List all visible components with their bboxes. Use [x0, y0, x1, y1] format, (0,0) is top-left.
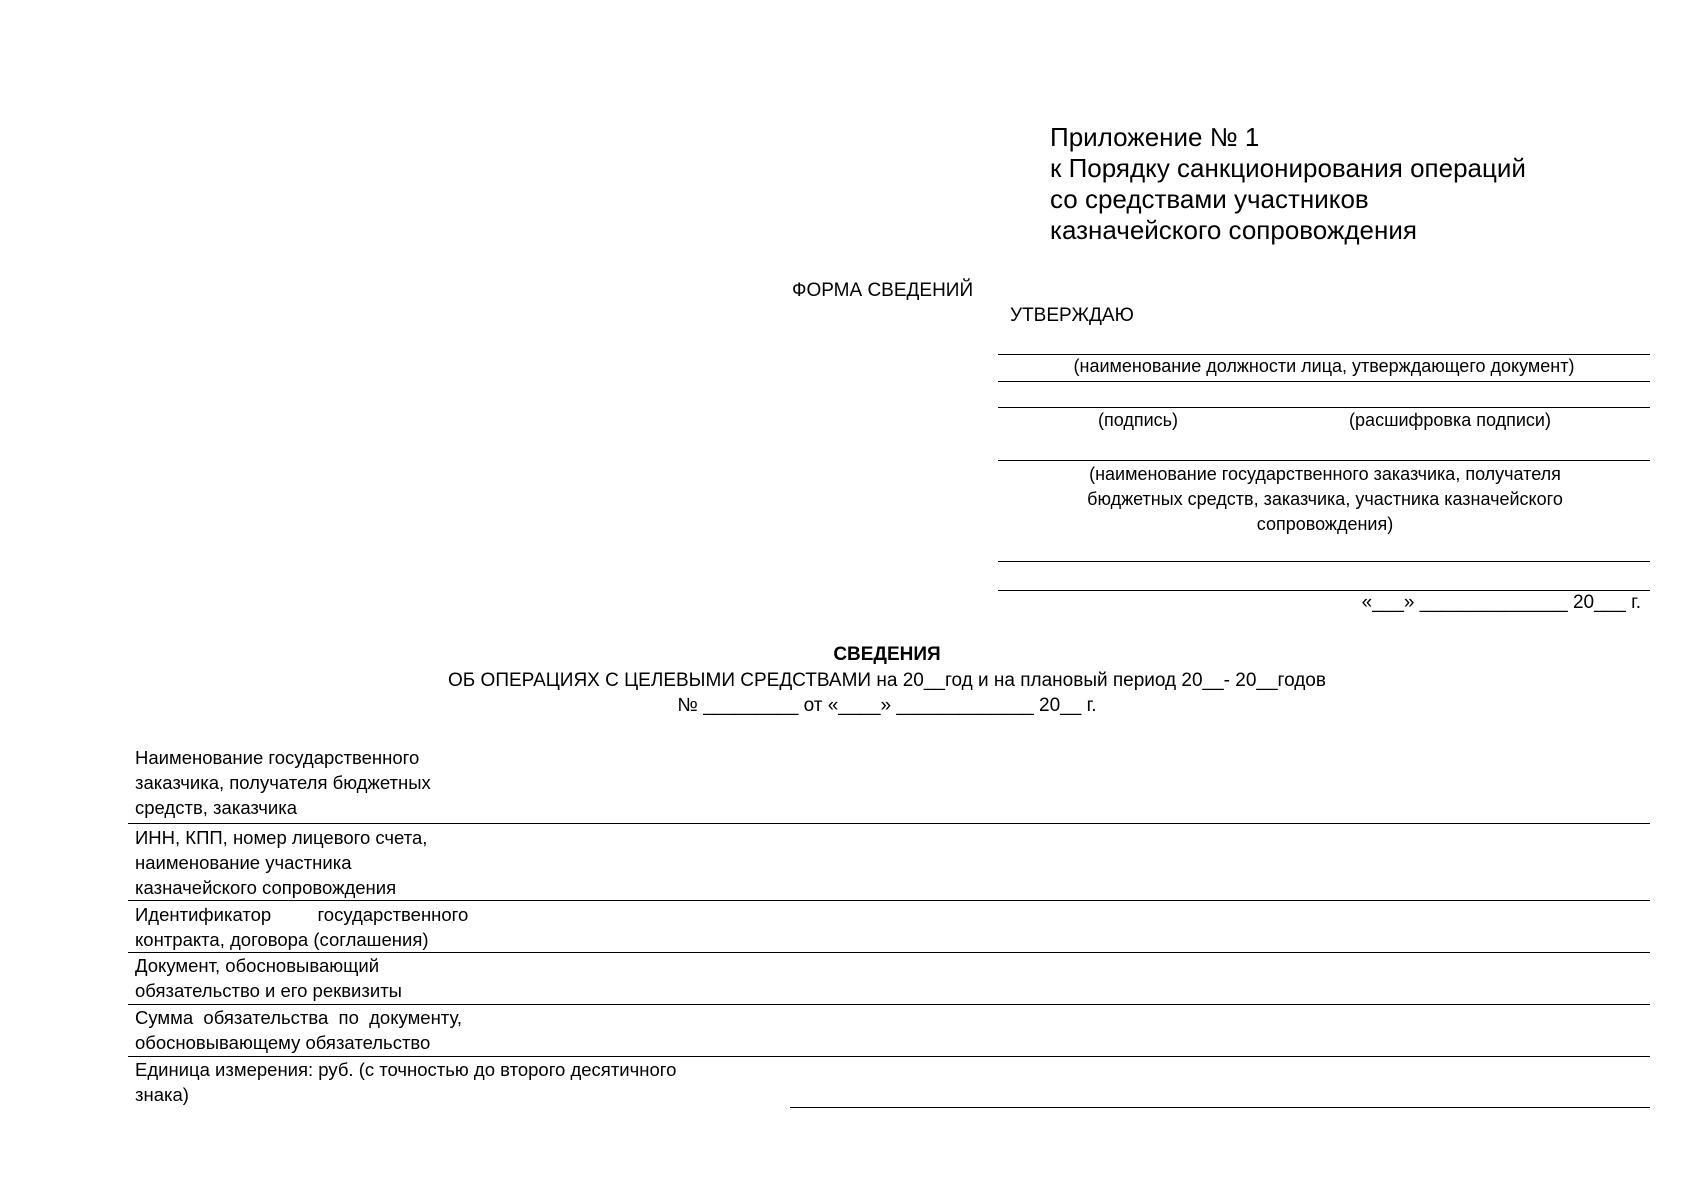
- field-obligation-document: [135, 953, 402, 1003]
- customer-caption: [1010, 462, 1640, 537]
- field-customer-name: [135, 745, 431, 820]
- field-separator: [128, 900, 1650, 901]
- signature-caption: (подпись): [1097, 410, 1179, 430]
- signature-decoding-caption: (расшифровка подписи): [1349, 410, 1551, 430]
- document-subtitle: ОБ ОПЕРАЦИЯХ С ЦЕЛЕВЫМИ СРЕДСТВАМИ на 20__год и на плановый период 20__- 20__годов: [448, 670, 1326, 691]
- approval-date-line: «___» ______________ 20___ г.: [1361, 592, 1641, 613]
- field-line: ИНН, КПП, номер лицевого счета,: [135, 827, 428, 848]
- field-line: Идентификатор государственного: [135, 904, 469, 925]
- appendix-line-1: Приложение № 1: [1050, 122, 1260, 152]
- field-obligation-amount: [135, 1005, 462, 1055]
- field-line: контракта, договора (соглашения): [135, 929, 429, 950]
- appendix-line-2: к Порядку санкционирования операций: [1050, 153, 1526, 183]
- field-line: знака): [135, 1084, 189, 1105]
- form-title: ФОРМА СВЕДЕНИЙ: [792, 280, 974, 301]
- field-separator: [128, 823, 1650, 824]
- field-contract-identifier: [135, 902, 468, 952]
- field-line: обязательство и его реквизиты: [135, 980, 402, 1001]
- field-line: обосновывающему обязательство: [135, 1032, 431, 1053]
- customer-caption-line-3: сопровождения): [1256, 514, 1394, 534]
- approval-heading: УТВЕРЖДАЮ: [1010, 305, 1134, 326]
- customer-line: [998, 460, 1650, 461]
- customer-caption-line-1: (наименование государственного заказчика, получателя: [1089, 464, 1561, 484]
- blank-line-1: [998, 561, 1650, 562]
- position-line-bottom: [998, 381, 1650, 382]
- position-caption: (наименование должности лица, утверждающего документ): [1073, 356, 1575, 376]
- field-line: наименование участника: [135, 852, 352, 873]
- field-line: Документ, обосновывающий: [135, 955, 380, 976]
- document-number-line: № _________ от «____» _____________ 20__ г.: [677, 695, 1097, 716]
- document-title: СВЕДЕНИЯ: [833, 644, 941, 665]
- field-unit-of-measure: [135, 1057, 676, 1107]
- field-inn-kpp-account: [135, 825, 427, 900]
- appendix-line-3: со средствами участников: [1050, 184, 1369, 214]
- field-line: средств, заказчика: [135, 797, 298, 818]
- position-line-top: [998, 354, 1650, 355]
- appendix-line-4: казначейского сопровождения: [1050, 215, 1417, 245]
- blank-line-2: [998, 590, 1650, 591]
- appendix-header: [1050, 122, 1526, 246]
- field-line: казначейского сопровождения: [135, 877, 397, 898]
- customer-caption-line-2: бюджетных средств, заказчика, участника казначейского: [1087, 489, 1563, 509]
- field-line: Сумма обязательства по документу,: [135, 1007, 463, 1028]
- field-line: Наименование государственного: [135, 747, 420, 768]
- unit-value-line: [790, 1107, 1650, 1108]
- signature-line: [998, 407, 1650, 408]
- field-line: заказчика, получателя бюджетных: [135, 772, 431, 793]
- field-line: Единица измерения: руб. (с точностью до второго десятичного: [135, 1059, 677, 1080]
